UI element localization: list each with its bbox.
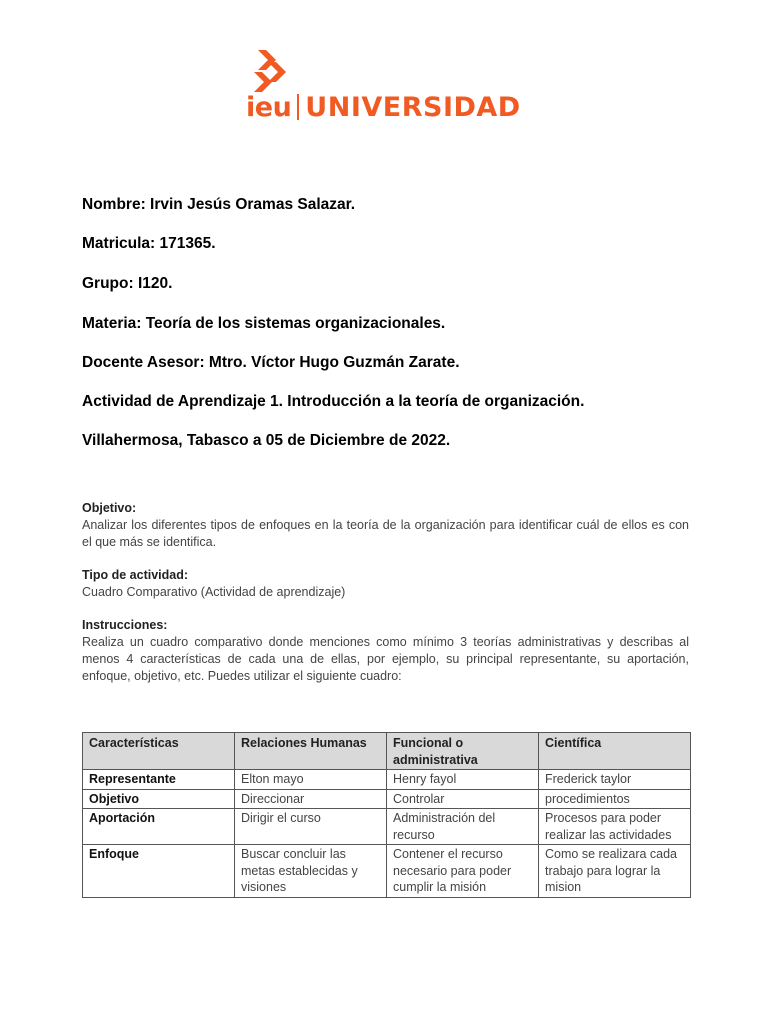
subject: Materia: Teoría de los sistemas organizacionales. — [82, 315, 446, 332]
table-cell: Administración del recurso — [387, 809, 539, 845]
table-header-cell: Funcional o administrativa — [387, 733, 539, 770]
objective-title: Objetivo: — [82, 501, 137, 515]
university-logo — [246, 50, 536, 130]
table-cell: Buscar concluir las metas establecidas y visiones — [235, 845, 387, 898]
student-id: Matricula: 171365. — [82, 235, 216, 252]
activity-title: Actividad de Aprendizaje 1. Introducción a la teoría de organización. — [82, 393, 585, 410]
comparison-table — [82, 732, 691, 898]
student-name: Nombre: Irvin Jesús Oramas Salazar. — [82, 196, 356, 213]
activity-type-title: Tipo de actividad: — [82, 568, 189, 582]
table-cell: Dirigir el curso — [235, 809, 387, 845]
instructions-text: Realiza un cuadro comparativo donde menciones como mínimo 3 teorías administrativas y describas al menos 4 características de cada una de ellas, por ejemplo, su principal representante, su aportación, enfoque, objetivo, etc. Puedes utilizar el siguiente cuadro: — [82, 635, 689, 683]
table-header-cell: Características — [83, 733, 235, 770]
logo-wordmark — [246, 92, 521, 123]
table-header-cell: Relaciones Humanas — [235, 733, 387, 770]
table-cell: Frederick taylor — [539, 770, 691, 790]
group: Grupo: I120. — [82, 275, 173, 292]
table-cell: Controlar — [387, 789, 539, 809]
place-date: Villahermosa, Tabasco a 05 de Diciembre de 2022. — [82, 432, 451, 449]
table-row — [83, 770, 691, 790]
table-row — [83, 809, 691, 845]
table-cell: procedimientos — [539, 789, 691, 809]
table-row — [83, 789, 691, 809]
logo-brand-left: ieu — [246, 92, 292, 123]
logo-brand-right: UNIVERSIDAD — [305, 92, 521, 123]
table-cell: Direccionar — [235, 789, 387, 809]
table-cell: Contener el recurso necesario para poder cumplir la misión — [387, 845, 539, 898]
table-row-label: Aportación — [83, 809, 235, 845]
table-row-label: Objetivo — [83, 789, 235, 809]
teacher: Docente Asesor: Mtro. Víctor Hugo Guzmán Zarate. — [82, 354, 460, 371]
logo-separator — [297, 94, 299, 120]
table-cell: Procesos para poder realizar las actividades — [539, 809, 691, 845]
table-row — [83, 845, 691, 898]
table-cell: Elton mayo — [235, 770, 387, 790]
activity-type-text: Cuadro Comparativo (Actividad de aprendizaje) — [82, 585, 346, 599]
table-cell: Henry fayol — [387, 770, 539, 790]
table-header-row — [83, 733, 691, 770]
objective-text: Analizar los diferentes tipos de enfoques en la teoría de la organización para identificar cuál de ellos es con el que más se identifica. — [82, 518, 689, 549]
chevron-stack-icon — [254, 50, 294, 92]
instructions-title: Instrucciones: — [82, 618, 168, 632]
table-row-label: Enfoque — [83, 845, 235, 898]
table-cell: Como se realizara cada trabajo para lograr la mision — [539, 845, 691, 898]
table-row-label: Representante — [83, 770, 235, 790]
table-header-cell: Científica — [539, 733, 691, 770]
